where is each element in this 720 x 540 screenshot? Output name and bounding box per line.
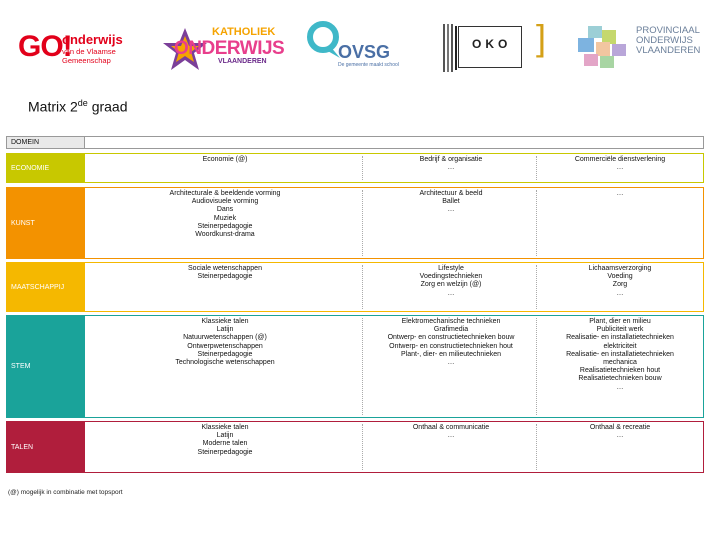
page-title-rest: graad	[87, 98, 128, 115]
page-title	[28, 98, 128, 115]
matrix-cell-col-b	[367, 318, 535, 367]
matrix-cell-col-a	[89, 265, 361, 281]
course-item: …	[616, 289, 624, 297]
go-logo-line3: Gemeenschap	[62, 56, 111, 65]
course-item: …	[447, 289, 455, 297]
matrix-cell-col-c	[537, 318, 703, 392]
domain-label: MAATSCHAPPIJ	[7, 263, 85, 311]
domain-label: TALEN	[7, 422, 85, 472]
course-item: Moderne talen	[202, 440, 248, 448]
column-divider	[362, 265, 363, 309]
course-item: Ontwerp- en constructietechnieken bouw	[387, 334, 515, 342]
course-item: Architecturale & beeldende vorming	[169, 190, 281, 197]
course-item: Audiovisuele vorming	[191, 198, 259, 206]
matrix-cell-col-b	[367, 265, 535, 298]
go-logo-line2: van de Vlaamse	[62, 47, 116, 56]
course-item: Voeding	[607, 273, 633, 281]
course-item: …	[447, 432, 455, 440]
provinciaal-onderwijs-logo	[574, 22, 714, 82]
column-divider	[362, 424, 363, 470]
kov-logo-line3: VLAANDEREN	[218, 58, 267, 65]
matrix-header-row	[6, 136, 704, 149]
pov-logo-line1: PROVINCIAAL	[636, 25, 700, 36]
course-item: Zorg	[612, 281, 628, 289]
footnote: (@) mogelijk in combinatie met topsport	[8, 489, 123, 496]
course-item: Natuurwetenschappen (@)	[183, 334, 267, 342]
course-item: Technologische wetenschappen	[175, 359, 275, 367]
course-item: …	[616, 164, 624, 172]
matrix-cell-col-c	[537, 156, 703, 172]
katholiek-onderwijs-logo	[160, 20, 285, 80]
column-divider	[362, 318, 363, 415]
course-item: Klassieke talen	[201, 318, 249, 325]
course-item: Steinerpedagogie	[197, 448, 253, 456]
column-divider	[536, 190, 537, 256]
course-item: Ballet	[442, 198, 460, 206]
course-item: Voedingstechnieken	[419, 273, 483, 281]
course-item: …	[447, 206, 455, 214]
course-item: Realisatietechnieken bouw	[578, 375, 662, 383]
course-item: Latijn	[216, 326, 234, 334]
course-item: Dans	[216, 206, 234, 214]
course-item: Plant-, dier- en milieutechnieken	[401, 350, 501, 358]
matrix-cell-col-c	[537, 424, 703, 440]
pov-logo-text	[636, 26, 700, 56]
course-item: Onthaal & recreatie	[589, 424, 651, 431]
pov-logo-line3: VLAANDEREN	[636, 45, 701, 56]
page-title-main: Matrix 2	[28, 98, 78, 115]
ovsg-bubble-icon	[306, 20, 342, 60]
course-item: Zorg en welzijn (@)	[420, 281, 482, 289]
course-item: mechanica	[603, 359, 637, 367]
course-item: Klassieke talen	[201, 424, 249, 431]
go-logo-line1: onderwijs	[62, 32, 123, 47]
course-item: Publiciteit werk	[596, 326, 644, 334]
matrix-cell-col-b	[367, 156, 535, 172]
column-divider	[362, 156, 363, 180]
course-item: Commerciële dienstverlening	[574, 156, 666, 163]
matrix-cell-col-b	[367, 424, 535, 440]
course-item: Lichaamsverzorging	[588, 265, 652, 272]
course-item: Onthaal & communicatie	[412, 424, 490, 431]
domain-row-economie	[6, 153, 704, 183]
kov-logo-line2: ONDERWIJS	[174, 38, 285, 59]
course-item: …	[616, 383, 624, 391]
matrix-cell-col-c	[537, 190, 703, 198]
oko-vertical-text-icon	[440, 24, 458, 72]
course-item: Realisatietechnieken hout	[579, 367, 661, 375]
pov-logo-line2: ONDERWIJS	[636, 35, 693, 46]
ovsg-logo	[306, 20, 416, 80]
domain-row-talen	[6, 421, 704, 473]
matrix-cell-col-b	[367, 190, 535, 215]
course-item: Muziek	[213, 214, 237, 222]
course-item: Ontwerp- en constructietechnieken hout	[389, 342, 513, 350]
domain-row-maatschappij	[6, 262, 704, 312]
course-item: Grafimedia	[433, 326, 469, 334]
ovsg-logo-tagline: De gemeente maakt school	[338, 62, 399, 68]
matrix-cell-col-a	[89, 424, 361, 457]
course-item: elektriciteit	[603, 342, 637, 350]
domain-label: STEM	[7, 316, 85, 417]
course-item: Bedrijf & organisatie	[419, 156, 483, 163]
matrix-cell-col-c	[537, 265, 703, 298]
logo-strip	[0, 0, 720, 90]
course-item: Woordkunst-drama	[195, 231, 255, 239]
course-item: Lifestyle	[438, 265, 464, 272]
course-item: Elektromechanische technieken	[401, 318, 501, 325]
domain-row-stem	[6, 315, 704, 418]
course-item: Latijn	[216, 432, 234, 440]
course-item: …	[447, 164, 455, 172]
oko-logo-name: OKO	[472, 37, 512, 51]
course-item: Sociale wetenschappen	[188, 265, 262, 272]
domain-label: ECONOMIE	[7, 154, 85, 182]
matrix-header-domain: DOMEIN	[7, 137, 85, 148]
course-item: Architectuur & beeld	[419, 190, 483, 197]
column-divider	[362, 190, 363, 256]
matrix-cell-col-a	[89, 156, 361, 164]
matrix-cell-col-a	[89, 190, 361, 239]
domain-label: KUNST	[7, 188, 85, 258]
kov-logo-line1: KATHOLIEK	[212, 26, 276, 38]
go-logo-mark: GO!	[18, 30, 72, 63]
matrix-cell-col-a	[89, 318, 361, 367]
oko-bracket: ]	[536, 17, 547, 58]
course-item: …	[616, 432, 624, 440]
course-item: …	[447, 359, 455, 367]
course-item: …	[616, 190, 624, 197]
pov-blocks-icon	[574, 24, 630, 70]
domain-row-kunst	[6, 187, 704, 259]
course-item: Steinerpedagogie	[197, 350, 253, 358]
page-title-sup: de	[77, 98, 88, 108]
course-item: Plant, dier en milieu	[589, 318, 651, 325]
course-item: Realisatie- en installatietechnieken	[566, 334, 674, 342]
course-item: Ontwerpwetenschappen	[187, 342, 263, 350]
course-item: Realisatie- en installatietechnieken	[566, 350, 674, 358]
course-item: Steinerpedagogie	[197, 222, 253, 230]
course-item: Steinerpedagogie	[197, 273, 253, 281]
ovsg-logo-name: OVSG	[338, 42, 391, 62]
oko-logo	[440, 17, 552, 80]
course-item: Economie (@)	[202, 156, 248, 163]
